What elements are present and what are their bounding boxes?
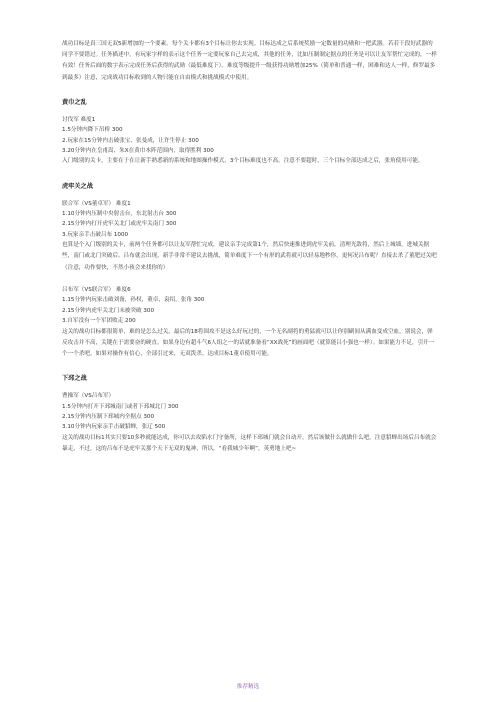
section-yellow-turban	[62, 97, 438, 168]
stage-line: 讨伐军 难度1	[62, 116, 96, 123]
goal-line: 3.20分钟内在皇甫嵩、朱X在黄巾本阵范围内，取得胜利 300	[62, 148, 214, 155]
section-hulao-pass	[62, 181, 438, 360]
goal-line: 1.5分钟内降下吊桥 300	[62, 127, 123, 134]
goal-line: 1.15分钟内玩家击破刘备，孙权，董卓，袁绍，张角 300	[62, 297, 205, 304]
footer-label: 推荐精选	[236, 684, 260, 690]
goal-line: 2.15分钟内压制下邳城内全据点 300	[62, 413, 155, 420]
section-title: 下邳之战	[62, 375, 87, 383]
document-body	[62, 39, 438, 455]
section-note: 这关的战功目标1其实只要10多秒就能达成，你可以去攻陷水门守备所，这样下邳城门就会自动开。然后该做什么就做什么吧，注意貂蝉出场后吕布就会暴走，不过，这的吕布不是虎牢关那个天下无双的鬼神，所以，“看我城少年啊”，英勇地上吧~	[62, 434, 437, 452]
goal-line: 3.自军没有一个军团败走 200	[62, 318, 136, 325]
goal-line: 2.玩家在15分钟内击破张宝、张曼成，让许生停止 300	[62, 137, 199, 144]
goal-line: 1.10分钟内压制中央射击台，东北射击台 300	[62, 211, 177, 218]
section-xiapi	[62, 373, 438, 455]
goal-line: 2.15分钟内打开虎牢关北门或虎牢关南门 300	[62, 221, 177, 228]
section-title: 虎牢关之战	[62, 182, 93, 190]
section-note: 这关的战功目标都很简单，难的是怎么过关，最后的18将围攻不是这么好玩过的，一个无名副将的勇猛就可以让你别刷间从满血变成空血，别说会，弹反攻击并不高，关键在于需要奋的硬直。如果身边有超斗气6人组之一的话就准备看“XX战死”的画面吧（就算能吕小强也一样）。如果能力不足，引开一个一个杀吧。如果对操作有信心，全部引过来，无双泼杀。达成目标1董卓使用可能。	[62, 328, 435, 357]
stage-line: 吕布军（VS联合军） 难度6	[62, 286, 131, 293]
stage-line: 联合军（VS董卓军） 难度1	[62, 200, 131, 207]
goal-line: 3.10分钟内玩家亲手击破貂蝉，张辽 500	[62, 424, 166, 431]
goal-line: 3.玩家亲手击破吕布 1000	[62, 231, 129, 238]
section-note: 也算是个入门级别的关卡，前两个任务都可以让友军帮忙完成，建议亲手完成第1个，然后快速推进到虎牢关前，清理光敌将，然后上城墙，进城关据些，南门或北门突破后。吕布就会出现，新手非常不建议去挑战，简单难度下一个有形的武将就可以轻易地秒你，更何况吕布呢？直接去杀了董肥过关吧（注意，功作要快，不然小孩会来找你的）	[62, 242, 437, 271]
section-title: 黄巾之乱	[62, 98, 87, 106]
intro-paragraph: 战功目标是真三国无双5新增加的一个要素。每个关卡都有3个目标让你去实现。目标达成之后系统奖励一定数量的功勋和一把武器。若若干段好武器的同学不要错过。任务描述中，有玩家字样的表示这个任务一定要玩家自己去完成，其他的任务，比如压制制定据点的任务是可以让友军帮忙完成的，一样有效！任务后面的数字表示完成任务后获得的武勋（最低难度下）。难度等级提升一级获得功勋增加25%（简单和普通一样，困难和达人一样，修罗最多到最多）注意，完成战功目标收到的人物只能在自由模式和挑战模式中使用。	[62, 41, 437, 81]
stage-line: 曹操军（VS吕布军）	[62, 393, 115, 400]
goal-line: 2.15分钟内虎牢关北门未被突破 300	[62, 307, 155, 314]
section-note: 入门级别的关卡，主要在于在让新手熟悉新的系统和地图操作模式，3个目标难度也不高。注意不要超时，三个目标全部达成之后，张角使用可能。	[62, 158, 424, 165]
goal-line: 1.5分钟内打开下邳城南门或者下邳城北门 300	[62, 403, 179, 410]
